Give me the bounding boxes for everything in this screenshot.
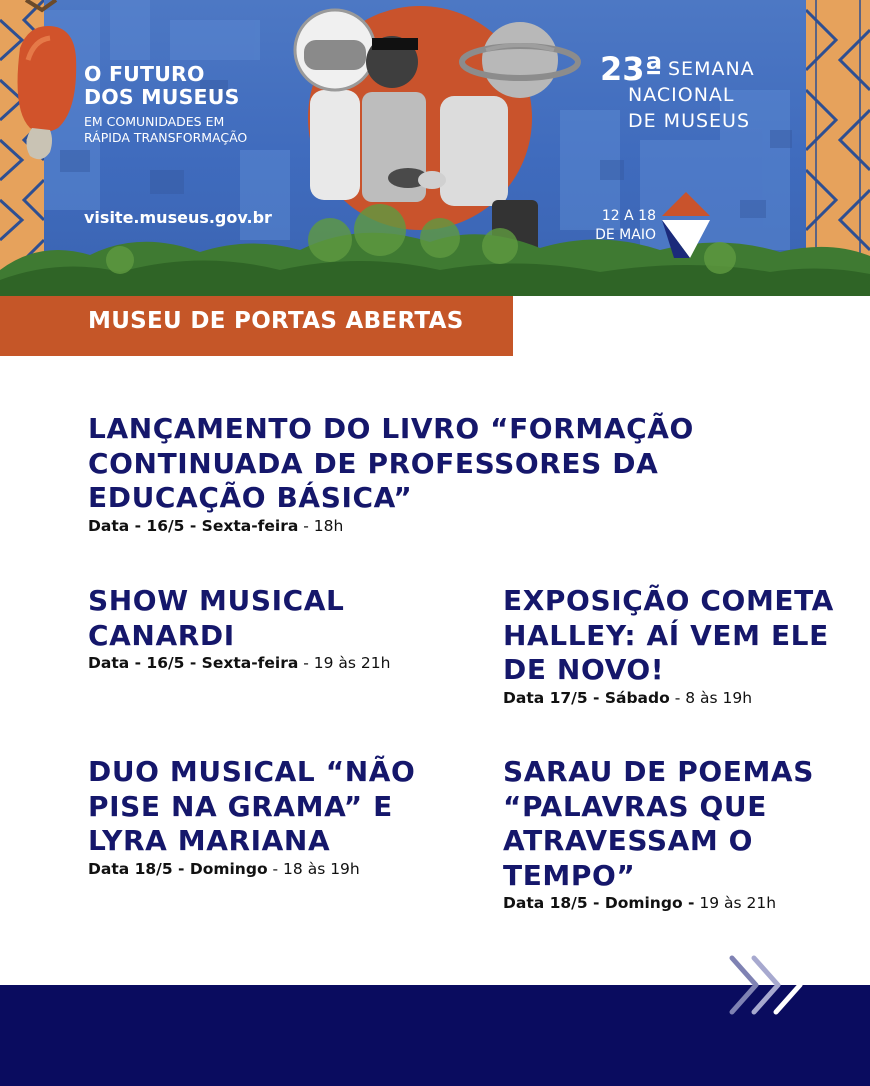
event-card: [503, 584, 853, 708]
event-title: EXPOSIÇÃO COMETA HALLEY: AÍ VEM ELE DE NOVO!: [503, 584, 834, 686]
event-card: [88, 584, 438, 673]
event-title: LANÇAMENTO DO LIVRO “FORMAÇÃO CONTINUADA DE PROFESSORES DA EDUCAÇÃO BÁSICA”: [88, 412, 694, 514]
event-dates-line2: DE MAIO: [595, 227, 656, 243]
campaign-title-line1: O FUTURO: [84, 62, 205, 86]
event-card: [88, 755, 438, 879]
museus-logo-mark: [660, 190, 712, 262]
event-time: 19 às 21h: [694, 894, 777, 912]
foliage-foreground: [0, 200, 870, 296]
event-date-label: Data 17/5 - Sábado: [503, 688, 670, 707]
event-date-label: Data 18/5 - Domingo -: [503, 894, 695, 912]
campaign-title: [84, 63, 240, 109]
edition-line3: DE MUSEUS: [628, 110, 751, 132]
event-date: [88, 653, 438, 673]
event-date-label: Data - 16/5 - Sexta-feira: [88, 516, 299, 535]
website-link[interactable]: visite.museus.gov.br: [84, 208, 272, 227]
event-dates-line1: 12 A 18: [601, 208, 656, 224]
campaign-title-line2: DOS MUSEUS: [84, 85, 240, 109]
campaign-subtitle: [84, 114, 247, 146]
campaign-subtitle-line1: EM COMUNIDADES EM: [84, 114, 225, 129]
event-date: [503, 688, 853, 708]
campaign-subtitle-line2: RÁPIDA TRANSFORMAÇÃO: [84, 130, 248, 145]
event-banner: [0, 0, 870, 296]
event-date-label: Data 18/5 - Domingo: [88, 859, 268, 878]
event-title: SARAU DE POEMAS “PALAVRAS QUE ATRAVESSAM O TEMPO”: [503, 755, 814, 892]
section-title: MUSEU DE PORTAS ABERTAS: [88, 308, 464, 334]
event-card: [503, 755, 853, 913]
edition-line2: NACIONAL: [628, 84, 735, 106]
event-date: [88, 859, 438, 879]
event-time: - 18h: [298, 516, 344, 535]
event-date: [503, 893, 853, 913]
chevron-triple-right-icon[interactable]: [726, 952, 806, 1018]
event-time: - 8 às 19h: [669, 688, 753, 707]
event-title: SHOW MUSICAL CANARDI: [88, 584, 345, 652]
section-header-tab: [0, 296, 513, 356]
event-card: [88, 412, 808, 536]
edition-line1: SEMANA: [668, 58, 755, 80]
event-date: [88, 516, 808, 536]
event-date-label: Data - 16/5 - Sexta-feira: [88, 654, 299, 672]
event-time: - 19 às 21h: [298, 654, 391, 672]
cashew-fruit-illustration: [6, 0, 84, 165]
edition-number: 23ª: [600, 50, 663, 88]
event-title: DUO MUSICAL “NÃO PISE NA GRAMA” E LYRA MARIANA: [88, 755, 416, 857]
event-time: - 18 às 19h: [267, 859, 360, 878]
